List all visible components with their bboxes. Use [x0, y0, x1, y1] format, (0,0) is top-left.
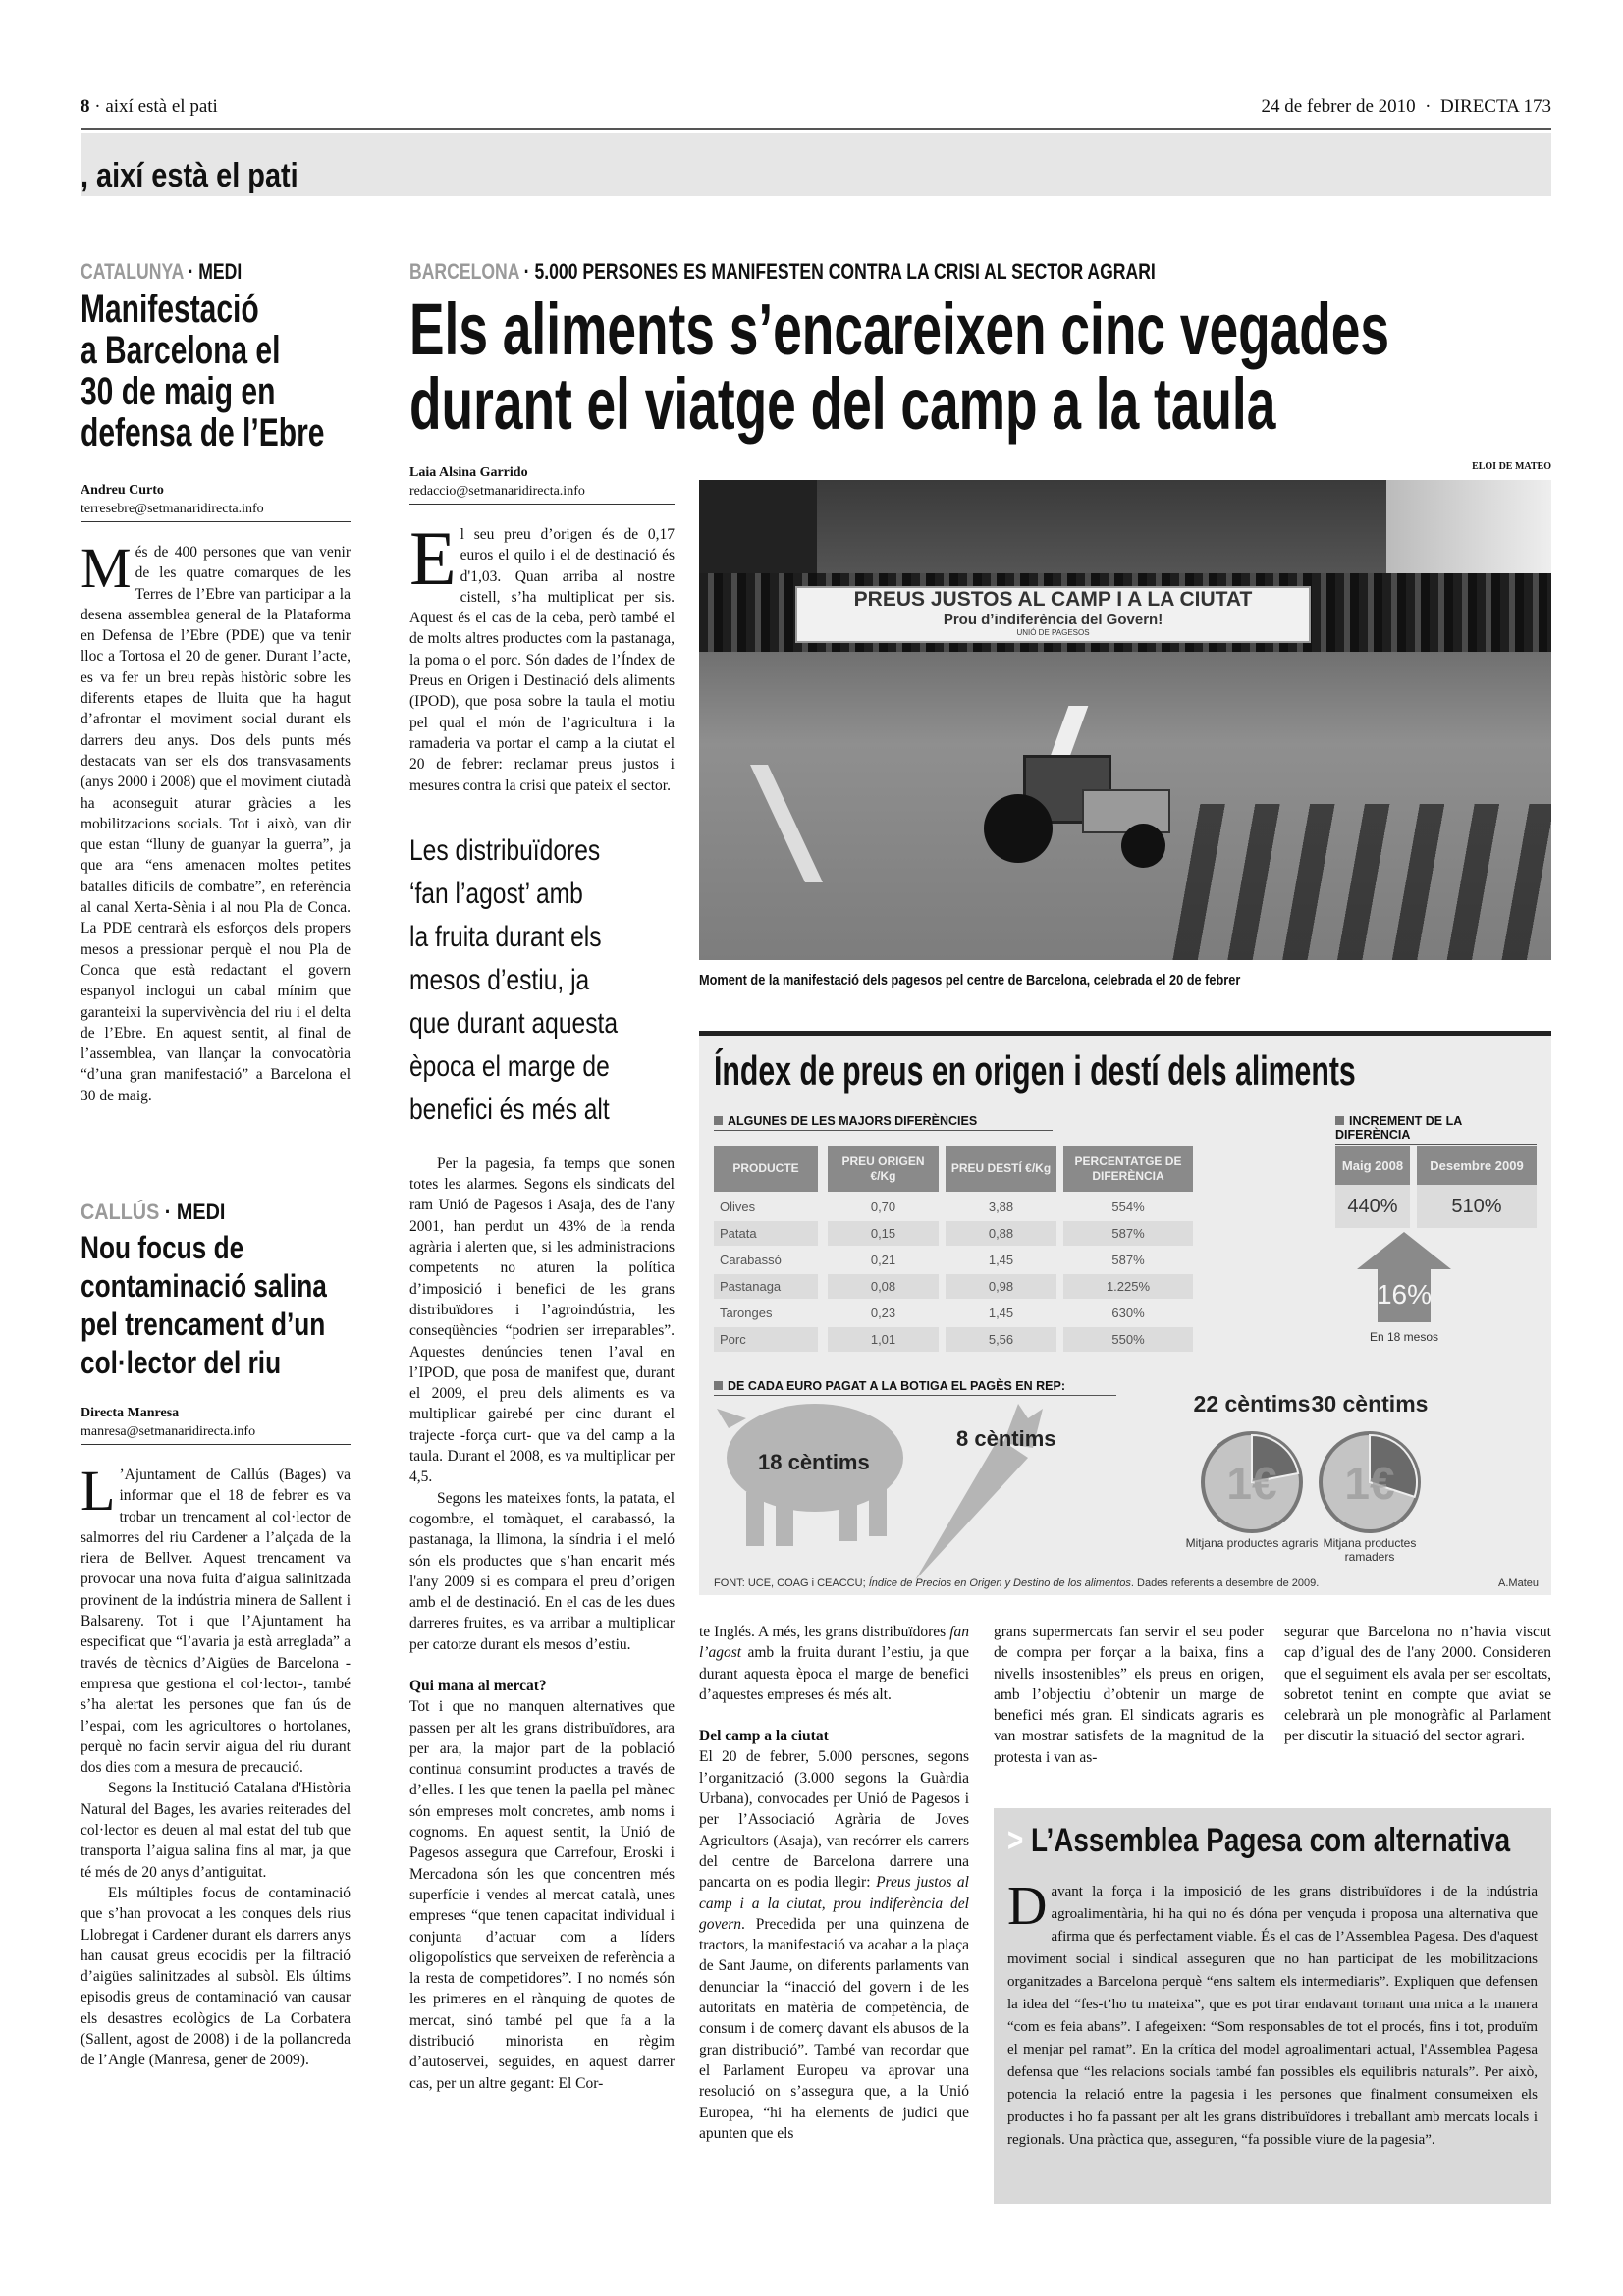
graphic-author: A.Mateu	[1498, 1577, 1539, 1589]
table-cell: 0,08	[828, 1274, 939, 1299]
kicker-place: BARCELONA	[409, 259, 519, 284]
table-cell: Taronges	[720, 1306, 773, 1320]
banner-subtext: Prou d’indiferència del Govern!	[943, 612, 1163, 628]
main-column-2	[409, 463, 675, 2094]
paragraph: Tot i que no manquen alternatives que passen per alt les grans distribuïdores, ara per ara, la major part de la població continua consumint productes a través de d’elles. I les que tenen la paella pel mànec són empreses molt concretes, amb noms i cognoms. En aquest sentit, la Unió de Pagesos assegura que Carrefour, Eroski i Mercadona són les que concentren més superfície i vendes al mercat català, unes empreses “que tenen capacitat individual i conjunta d’actuar com a líders oligopolístics que serveixen de referència a la resta de competidores”. I no només són les primeres en el rànquing de quotes de mercat, sinó també pel que fa a la distribució minorista en règim d’autoservei, seguides, en aquest darrer cas, per un altre gegant: El Cor-	[409, 1698, 675, 2092]
author-email[interactable]: terresebre@setmanaridirecta.info	[81, 502, 264, 516]
box-body	[1007, 1876, 1538, 2152]
article-callus	[81, 1200, 351, 2071]
subheading: Qui mana al mercat?	[409, 1677, 547, 1694]
paragraph: Segons les mateixes fonts, la patata, el cogombre, el tomàquet, el carabassó, la pastanaga, la llimona, la síndria i el meló són els productes que s’han encarit més l'any 2009 si es compara el preu d’origen amb el de destinació. En el cas de les dues darreres fruites, es va arribar a multiplicar per catorze durant els mesos d’estiu.	[409, 1489, 675, 1653]
euro-symbol: 1€	[1344, 1458, 1395, 1509]
euro-symbol: 1€	[1226, 1458, 1277, 1509]
article-body	[409, 515, 675, 796]
euro-coin-pie	[1316, 1428, 1424, 1536]
banner-org: UNIÓ DE PAGESOS	[1016, 628, 1090, 637]
kicker-place: CATALUNYA	[81, 259, 184, 284]
main-column-4	[994, 1622, 1264, 1768]
carrot-value: 8 cèntims	[956, 1426, 1056, 1451]
increase-value: 440%	[1335, 1185, 1410, 1228]
kicker: CATALUNYA · MEDI	[81, 259, 243, 284]
photo-credit: ELOI DE MATEO	[1472, 461, 1551, 472]
infographic-title: Índex de preus en origen i destí dels aliments	[714, 1047, 1356, 1094]
paragraph: grans supermercats fan servir el seu poder de compra per forçar a la baixa, fins a nivells insostenibles” els preus en origen, amb l’objectiu d’obtenir un marge de benefici més gran. El sindicats agraris es van mostrar satisfets de la magnitud de la protesta i van as-	[994, 1624, 1264, 1766]
drop-cap: M	[81, 536, 132, 600]
kicker-topic: MEDI	[176, 1200, 226, 1224]
drop-cap: D	[1007, 1876, 1048, 1937]
pull-quote-line: ‘fan l’agost’ amb	[409, 877, 583, 910]
paragraph: és de 400 persones que van venir de les quatre comarques de les Terres de l’Ebre van participar a la desena assemblea general de la Plataforma en Defensa de l’Ebre (PDE) que va tenir lloc a Tortosa el 20 de gener. Durant l’acte, es va fer un breu repàs històric sobre les diferents etapes de lluita que ha hagut d’afrontar el moviment social durant els darrers deu anys. Dos dels punts més destacats van ser els dos transvasaments (anys 2000 i 2008) que el moviment ciutadà ha aconseguit aturar gràcies a les mobilitzacions socials. Tot i això, van dir que estan “lluny de guanyar la guerra”, ja que ara “ens amenacen moltes petites batalles difícils de combatre”, en referència al canal Xerta-Sènia i al nou Pla de Conca. La PDE centrarà els esforços dels propers mesos a pressionar perquè el nou Pla de Conca que està redactant el govern espanyol inclogui un cabal mínim que garanteixi la supervivència del riu i el delta de l’Ebre. En aquest sentit, al final de l’assemblea, van llançar la convocatòria “d’una gran manifestació” a Barcelona el 30 de maig.	[81, 544, 351, 1104]
paragraph: l seu preu d’origen és de 0,17 euros el quilo i el de destinació és d'1,03. Quan arriba al nostre cistell, s’ha multiplicat per sis. Aquest és el cas de la ceba, però també el de molts altres productes com la pastanaga, la poma o el porc. Són dades de l’Índex de Preus en Origen i Destinació dels aliments (IPOD), que posa sobre la taula el motiu pel qual el món de l’agricultura i la ramaderia va portar el camp a la ciutat el 20 de febrer: reclamar preus justos i mesures contra la crisi que pateix el sector.	[409, 526, 675, 794]
main-column-3	[699, 1622, 969, 2144]
main-headline	[409, 289, 1623, 445]
headline-line: contaminació salina	[81, 1268, 327, 1304]
protest-photo	[699, 480, 1551, 960]
table-header: PREU DESTÍ €/Kg	[946, 1146, 1056, 1192]
headline	[81, 1229, 351, 1382]
pull-quote-line: la fruita durant els	[409, 920, 602, 953]
photo-caption	[699, 972, 1336, 988]
pull-quote-line: que durant aquesta	[409, 1006, 619, 1040]
paragraph: Els múltiples focus de contaminació que s’han provocat a les conques dels rius Llobregat i Cardener durant els darrers anys han causat greus ecocidis per la filtració d’aigües salinitzades al subsòl. Els últims episodis greus de contaminació van causar els desastres ecològics de La Corbatera (Sallent, agost de 2008) i de la pollancreda de l’Angle (Manresa, gener de 2009).	[81, 1884, 351, 2069]
headline	[81, 289, 351, 454]
table-title: ALGUNES DE LES MAJORS DIFERÈNCIES	[714, 1114, 1053, 1131]
headline-line: Els aliments s’encareixen cinc vegades	[409, 289, 1390, 370]
headline-line: defensa de l’Ebre	[81, 411, 325, 454]
article-ebre	[81, 259, 351, 1106]
author: Andreu Curto	[81, 483, 164, 498]
main-column-5	[1284, 1622, 1551, 1747]
pig-value: 18 cèntims	[758, 1450, 870, 1474]
headline-line: 30 de maig en	[81, 370, 276, 413]
issue-date: 24 de febrer de 2010	[1261, 96, 1416, 117]
table-cell: 0,98	[946, 1274, 1056, 1299]
increase-label: Maig 2008	[1335, 1146, 1410, 1185]
table-cell: Porc	[714, 1327, 818, 1352]
table-cell: 0,23	[870, 1306, 896, 1320]
paragraph: ’Ajuntament de Callús (Bages) va informar que el 18 de febrer es va trobar un trencament al col·lector de salmorres del riu Cardener a l’alçada de la riera de Bellver. Aquest trencament va provocar una nova fuita d’aigua salinitzada provinent de la indústria minera de Sallent i Balsareny. Tot i que l’Ajuntament ha especificat que “l’avaria ja està arreglada” a través de tècnics d’Aigües de Barcelona -empresa que gestiona el col·lector-, també s’ha alertat les persones que fan ús de l’espai, com les agricultores o hortolanes, perquè no facin servir aigua del riu durant dos dies com a mesura de precaució.	[81, 1467, 351, 1777]
table-cell: Carabassó	[720, 1253, 782, 1267]
paragraph: avant la força i la imposició de les grans distribuïdores i de la indústria agroalimentària, hi ha qui no és dóna per vençuda i proposa una alternativa que afirma que és perfectament viable. És el cas de l’Assemblea Pagesa. Des d'aquest moviment social i sindical asseguren que no han participat de les mobilitzacions organitzades a Barcelona perquè “ens saltem els intermediaris”. Expliquen que defensen la idea del “fes-t’ho tu mateixa”, que es pot tirar endavant tornant una mica a la manera “com es feia abans”. I afegeixen: “Som responsables de tot el procés, fins i tot, produïm el menjar pel ramat”. En la crítica del model agroalimentari actual, l'Assemblea Pagesa defensa que “les relacions socials també fan possibles els equilibris naturals”. Per això, potencia la relació entre la pagesia i les persones que finalment consumeixen els productes i ho fa passant per alt les grans distribuïdores i treballant amb mercats locals i regionals. Una pràctica que, asseguren, “fa possible viure de la pagesia”.	[1007, 1884, 1538, 2148]
byline	[409, 463, 675, 505]
table-cell: 3,88	[988, 1200, 1014, 1214]
section-band	[81, 133, 1551, 196]
pull-quote-line: època el marge de	[409, 1049, 610, 1083]
table-cell: 0,15	[828, 1221, 939, 1246]
infographic	[699, 1031, 1551, 1595]
table-cell: 1,45	[988, 1253, 1014, 1267]
headline-line: pel trencament d’un	[81, 1307, 326, 1342]
euro-coin-pie	[1198, 1428, 1306, 1536]
table-header: PRODUCTE	[714, 1146, 818, 1192]
chevron-icon: >	[1007, 1822, 1024, 1859]
section-band-title: , així està el pati	[81, 157, 298, 194]
arrow-note: En 18 mesos	[1369, 1330, 1439, 1344]
author: Directa Manresa	[81, 1406, 180, 1420]
table-cell: 0,21	[870, 1253, 896, 1267]
author-email[interactable]: manresa@setmanaridirecta.info	[81, 1424, 256, 1439]
article-body	[81, 1459, 351, 2071]
drop-cap: E	[409, 515, 457, 601]
pull-quote-line: mesos d’estiu, ja	[409, 963, 590, 996]
kicker: CALLÚS · MEDI	[81, 1200, 226, 1224]
arrow-value: 16%	[1376, 1279, 1433, 1309]
pull-quote	[409, 829, 675, 1132]
coin-label: Mitjana productes agraris	[1185, 1536, 1319, 1550]
headline-line: col·lector del riu	[81, 1345, 282, 1380]
sidebar-box	[994, 1808, 1551, 2204]
headline-line: Manifestació	[81, 288, 259, 331]
table-cell: 630%	[1111, 1306, 1145, 1320]
page-number: 8	[81, 96, 90, 117]
toy-tractor	[984, 745, 1170, 863]
table-header: PREU ORIGEN €/Kg	[828, 1146, 939, 1192]
byline	[81, 1404, 351, 1445]
headline-line: Nou focus de	[81, 1230, 244, 1265]
kicker-place: CALLÚS	[81, 1200, 160, 1224]
author: Laia Alsina Garrido	[409, 465, 528, 480]
road-line	[750, 765, 823, 882]
table-cell: 587%	[1111, 1253, 1145, 1267]
paragraph: te Inglés. A més, les grans distribuïdores fan l’agost amb la fruita durant l’estiu, ja que durant aquesta època el marge de benefici d’aquestes empreses és més alt.	[699, 1624, 969, 1703]
caption-text: Moment de la manifestació dels pagesos pel centre de Barcelona, celebrada el 20 de febrer	[699, 972, 1241, 988]
drop-cap: L	[81, 1459, 116, 1522]
table-cell: 1,01	[828, 1327, 939, 1352]
increase-label: Desembre 2009	[1417, 1146, 1537, 1185]
increase-title: INCREMENT DE LA DIFERÈNCIA	[1335, 1114, 1537, 1145]
pull-quote-line: benefici és més alt	[409, 1093, 610, 1126]
protest-banner	[795, 586, 1311, 643]
article-body	[81, 536, 351, 1106]
increase-value: 510%	[1417, 1185, 1537, 1228]
main-kicker: BARCELONA · 5.000 PERSONES ES MANIFESTEN CONTRA LA CRISI AL SECTOR AGRARI	[409, 259, 1156, 284]
paragraph: El 20 de febrer, 5.000 persones, segons l’organització (3.000 segons la Guàrdia Urbana), convocades per Unió de Pagesos i per l’Associació Agrària de Joves Agricultors (Asaja), van recórrer els carrers del centre de Barcelona darrere una pancarta on es podia llegir: Preus justos al camp i a la ciutat, prou indiferència del govern. Precedida per una quinzena de tractors, la manifestació va acabar a la plaça de Sant Jaume, on diferents parlaments van denunciar la “inacció del govern i de les autoritats en matèria de competència, de consum i de comerç davant els abusos de la gran distribució”. També van recordar que el Parlament Europeu va aprovar una resolució on s’assegura que, a la Unió Europea, “hi ha elements de judici que apunten que els	[699, 1748, 969, 2142]
headline-line: a Barcelona el	[81, 329, 281, 372]
subheading: Del camp a la ciutat	[699, 1728, 829, 1745]
table-cell: 587%	[1063, 1221, 1193, 1246]
box-title: > L’Assemblea Pagesa com alternativa	[1007, 1822, 1511, 1859]
table-cell: Olives	[720, 1200, 756, 1214]
kicker-topic: MEDI	[198, 259, 243, 284]
paragraph: Per la pagesia, fa temps que sonen totes les alarmes. Segons els sindicats del ram Unió de Pagesos i Asaja, des de l'any 2001, han perdut un 43% de la renda agrària i alerten que, si les administracions competents no aturen la política d’imposició i benefici de les grans distribuïdores i l’agroindústria, les conseqüències “podrien ser irreparables”. Aquestes denúncies tenen l’aval en l’IPOD, que posa de manifest que, durant el 2009, el preu dels aliments es va multiplicar gairebé per cinc durant el trajecte -força curt- que va del camp a la taula. Durant el 2008, es va multiplicar per 4,5.	[409, 1154, 675, 1486]
separator: ·	[94, 96, 101, 117]
euro-title: DE CADA EURO PAGAT A LA BOTIGA EL PAGÈS EN REP:	[714, 1379, 1116, 1396]
author-email[interactable]: redaccio@setmanaridirecta.info	[409, 484, 585, 499]
table-cell: 0,88	[946, 1221, 1056, 1246]
table-cell: Pastanaga	[714, 1274, 818, 1299]
table-cell: 0,70	[870, 1200, 896, 1214]
shadows	[1170, 804, 1551, 960]
banner-text: PREUS JUSTOS AL CAMP I A LA CIUTAT	[853, 588, 1253, 611]
coin-value: 22 cèntims	[1193, 1391, 1311, 1416]
coin-label: Mitjana productes ramaders	[1323, 1536, 1417, 1564]
page-header: 8 · així està el pati 24 de febrer de 2010 · DIRECTA 173	[81, 96, 1551, 130]
table-cell: 5,56	[946, 1327, 1056, 1352]
kicker-topic: 5.000 PERSONES ES MANIFESTEN CONTRA LA CRISI AL SECTOR AGRARI	[534, 259, 1156, 284]
table-header: PERCENTATGE DE DIFERÈNCIA	[1063, 1146, 1193, 1192]
section-name: així està el pati	[105, 96, 218, 117]
paragraph: Segons la Institució Catalana d'Història Natural del Bages, les avaries reiterades del col·lector es deuen al mal estat del tub que transporta l’aigua salina fins al mar, ja que té més de 20 anys d’antiguitat.	[81, 1780, 351, 1881]
table-cell: Patata	[714, 1221, 818, 1246]
table-cell: 554%	[1111, 1200, 1145, 1214]
coin-value: 30 cèntims	[1311, 1391, 1429, 1416]
infographic-source: FONT: UCE, COAG i CEACCU; Índice de Precios en Origen y Destino de los alimentos. Dades referents a desembre de 2009. A.Mateu	[714, 1577, 1539, 1589]
headline-line: durant el viatge del camp a la taula	[409, 363, 1276, 445]
table-cell: 1.225%	[1063, 1274, 1193, 1299]
byline	[81, 481, 351, 522]
table-cell: 1,45	[988, 1306, 1014, 1320]
article-body	[409, 1153, 675, 2094]
paragraph: segurar que Barcelona no n’havia viscut cap d’igual des de l'any 2000. Consideren que el seguiment els avala per ser escoltats, sobretot tenint en compte que aviat se celebrarà un ple monogràfic al Parlament per discutir la situació del sector agrari.	[1284, 1624, 1551, 1745]
pull-quote-line: Les distribuïdores	[409, 833, 601, 867]
table-cell: 550%	[1063, 1327, 1193, 1352]
publication-name: DIRECTA 173	[1439, 96, 1551, 117]
